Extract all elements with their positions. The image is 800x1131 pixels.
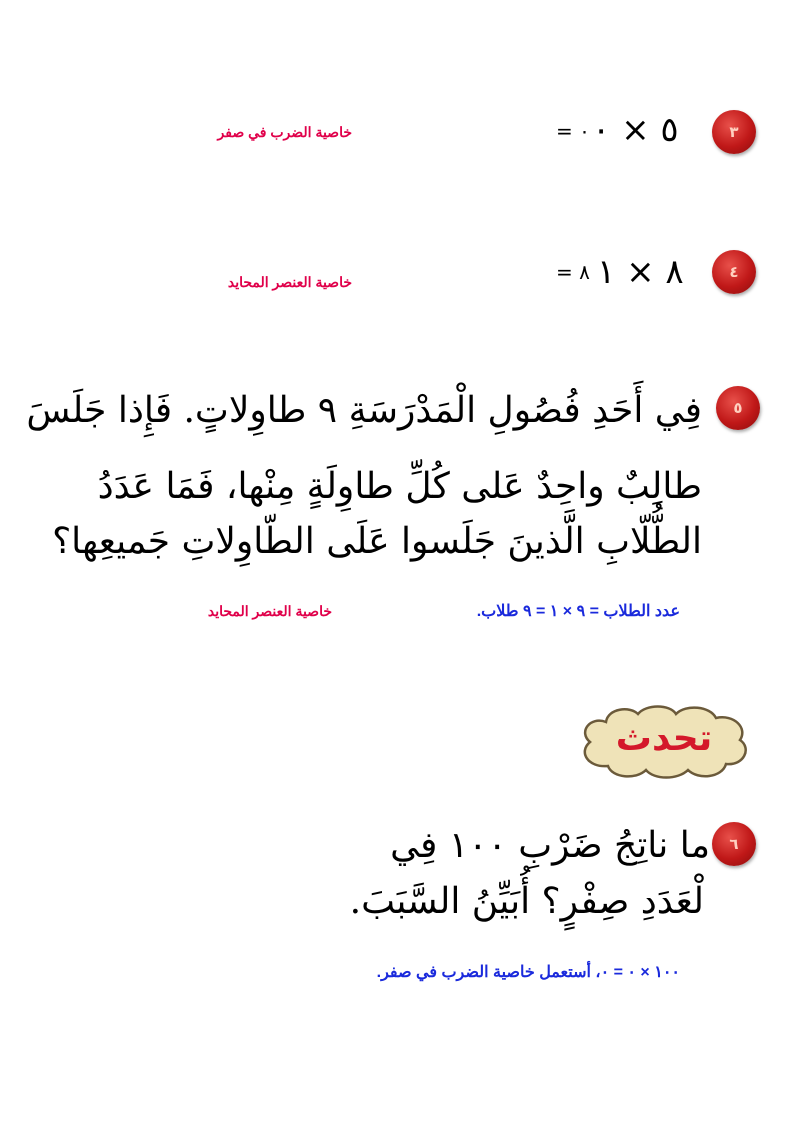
question-number: ٤ (729, 263, 739, 281)
equation-lhs: ٨ × ١ (597, 252, 684, 292)
problem-line: فِي أَحَدِ فُصُولِ الْمَدْرَسَةِ ٩ طاوِلاتٍ. فَإِذا جَلَسَ (26, 390, 702, 431)
problem-line: لْعَدَدِ صِفْرٍ؟ أُبَيِّنُ السَّبَبَ. (349, 881, 704, 922)
question-number-badge (712, 822, 756, 866)
question-number: ٥ (733, 399, 743, 417)
talk-label: تحدث (615, 718, 713, 759)
answer-text: ١٠٠ × ٠ = ٠، أستعمل خاصية الضرب في صفر. (376, 964, 680, 981)
equation-lhs: ٥ × ٠ (592, 110, 679, 150)
answer-text: عدد الطلاب = ٩ × ١ = ٩ طلاب. (476, 603, 680, 620)
question-number-badge (712, 250, 756, 294)
property-label: خاصية العنصر المحايد (227, 274, 352, 290)
equation-rhs: = ٨ (556, 260, 590, 284)
problem-line: طالِبٌ واحِدٌ عَلى كُلِّ طاوِلَةٍ مِنْها، فَمَا عَدَدُ (97, 466, 702, 507)
equation-rhs: = ٠ (556, 119, 590, 143)
property-label: خاصية العنصر المحايد (207, 603, 332, 619)
question-number: ٣ (729, 123, 739, 141)
question-number-badge (716, 386, 760, 430)
question-number-badge (712, 110, 756, 154)
question-number: ٦ (729, 835, 739, 853)
problem-line: الطُّلّابِ الَّذينَ جَلَسوا عَلَى الطّاوِلاتِ جَميعِها؟ (52, 521, 702, 562)
problem-line: ما ناتِجُ ضَرْبِ ١٠٠ فِي (390, 825, 710, 866)
property-label: خاصية الضرب في صفر (217, 124, 352, 140)
talk-bubble (576, 702, 752, 782)
